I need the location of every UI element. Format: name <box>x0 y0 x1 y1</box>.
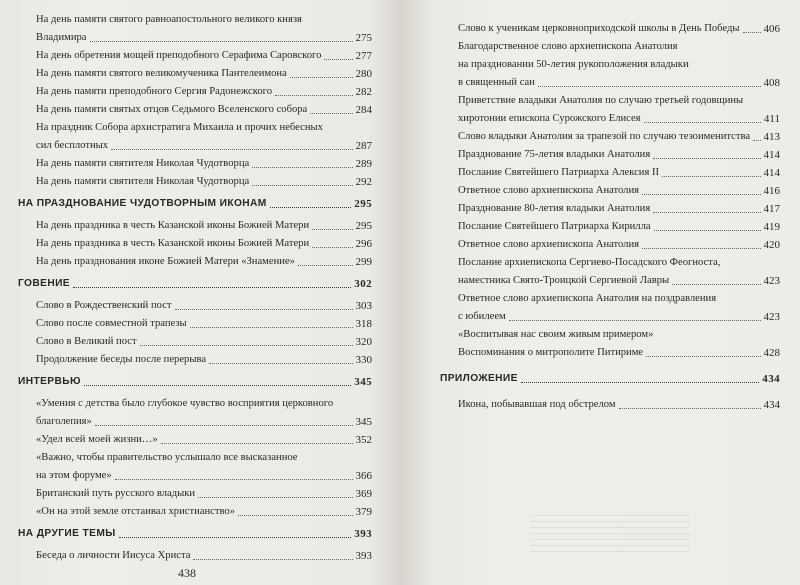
toc-entry <box>18 83 372 101</box>
entry-page-number: 345 <box>355 416 372 428</box>
entry-title: Празднование 80-летия владыки Анатолия <box>458 203 651 214</box>
leader-dots <box>653 158 760 159</box>
entry-title: ИНТЕРВЬЮ <box>18 376 81 387</box>
toc-entry <box>18 173 372 191</box>
leader-dots <box>644 122 761 123</box>
entry-title: Ответное слово архиепископа Анатолия <box>458 185 640 196</box>
leader-dots <box>642 248 760 249</box>
entry-page-number: 318 <box>355 318 372 330</box>
entry-page-number: 434 <box>762 373 780 385</box>
entry-page-number: 299 <box>355 256 372 268</box>
toc-entry <box>440 396 780 414</box>
entry-page-number: 330 <box>355 354 372 366</box>
entry-title: в священный сан <box>458 77 535 88</box>
entry-page-number: 277 <box>355 50 372 62</box>
leader-dots <box>193 559 352 560</box>
entry-page-number: 416 <box>763 185 780 197</box>
entry-title: Приветствие владыки Анатолия по случаю третьей годовщины <box>458 95 744 106</box>
entry-title: На день праздника в честь Казанской иконы Божией Матери <box>36 220 310 231</box>
entry-page-number: 419 <box>763 221 780 233</box>
toc-entry <box>440 326 780 362</box>
leader-dots <box>252 185 352 186</box>
entry-title: Слово в Рождественский пост <box>36 300 172 311</box>
leader-dots <box>115 479 353 480</box>
entry-title: Слово владыки Анатолия за трапезой по случаю тезоименитства <box>458 131 751 142</box>
entry-title: «Важно, чтобы правительство услышало все высказанное <box>36 452 298 463</box>
toc-entry <box>18 155 372 173</box>
entry-page-number: 406 <box>763 23 780 35</box>
toc-entry <box>440 146 780 164</box>
entry-page-number: 411 <box>763 113 780 125</box>
entry-title: Ответное слово архиепископа Анатолия <box>458 239 640 250</box>
entry-page-number: 379 <box>355 506 372 518</box>
toc-entry <box>18 449 372 485</box>
leader-dots <box>298 265 353 266</box>
toc-entry <box>18 503 372 521</box>
entry-title: На день празднования иконе Божией Матери «Знамение» <box>36 256 295 267</box>
entry-title: Икона, побывавшая под обстрелом <box>458 399 616 410</box>
entry-page-number: 284 <box>355 104 372 116</box>
entry-title: ГОВЕНИЕ <box>18 278 70 289</box>
leader-dots <box>509 320 761 321</box>
leader-dots <box>95 425 353 426</box>
toc-entry <box>440 182 780 200</box>
toc-entry <box>440 38 780 92</box>
leader-dots <box>521 382 759 383</box>
entry-page-number: 282 <box>355 86 372 98</box>
toc-entry <box>440 164 780 182</box>
section-heading <box>18 195 372 213</box>
entry-page-number: 423 <box>763 311 780 323</box>
entry-title: Воспоминания о митрополите Питириме <box>458 347 644 358</box>
entry-title: «Воспитывая нас своим живым примером» <box>458 329 654 340</box>
entry-page-number: 352 <box>355 434 372 446</box>
right-page <box>400 0 800 585</box>
entry-page-number: 303 <box>355 300 372 312</box>
entry-page-number: 289 <box>355 158 372 170</box>
section-heading <box>18 275 372 293</box>
entry-page-number: 414 <box>763 167 780 179</box>
toc-entry <box>18 333 372 351</box>
section-heading <box>18 525 372 543</box>
entry-title: На день памяти святого равноапостольного великого князя <box>36 14 302 25</box>
leader-dots <box>73 287 351 288</box>
leader-dots <box>140 345 353 346</box>
entry-title: «Он на этой земле отстаивал христианство» <box>36 506 235 517</box>
entry-title: благолепия» <box>36 416 92 427</box>
entry-page-number: 287 <box>355 140 372 152</box>
entry-title: На праздник Собора архистратига Михаила и прочих небесных <box>36 122 323 133</box>
entry-title: На день памяти святителя Николая Чудотворца <box>36 176 250 187</box>
leader-dots <box>646 356 760 357</box>
entry-page-number: 393 <box>355 550 372 562</box>
leader-dots <box>672 284 760 285</box>
toc-entry <box>18 547 372 565</box>
entry-title: Празднование 75-летия владыки Анатолия <box>458 149 651 160</box>
leader-dots <box>753 140 760 141</box>
entry-title: Послание Святейшего Патриарха Алексия II <box>458 167 660 178</box>
leader-dots <box>84 385 351 386</box>
leader-dots <box>190 327 353 328</box>
toc-entry <box>440 236 780 254</box>
leader-dots <box>161 443 353 444</box>
entry-title: наместника Свято-Троицкой Сергиевой Лавры <box>458 275 670 286</box>
entry-page-number: 428 <box>763 347 780 359</box>
entry-title: Ответное слово архиепископа Анатолия на поздравления <box>458 293 717 304</box>
leader-dots <box>209 363 352 364</box>
entry-title: На день обретения мощей преподобного Серафима Саровского <box>36 50 322 61</box>
leader-dots <box>310 113 352 114</box>
leader-dots <box>642 194 760 195</box>
leader-dots <box>538 86 761 87</box>
toc-entry <box>18 11 372 47</box>
entry-page-number: 393 <box>354 528 372 540</box>
entry-title: На день праздника в честь Казанской иконы Божией Матери <box>36 238 310 249</box>
entry-title: Благодарственное слово архиепископа Анатолия <box>458 41 678 52</box>
leader-dots <box>252 167 352 168</box>
entry-title: Послание архиепископа Сергиево-Посадского Феогноста, <box>458 257 721 268</box>
leader-dots <box>290 77 353 78</box>
leader-dots <box>238 515 353 516</box>
toc-entry <box>18 65 372 83</box>
toc-entry <box>440 290 780 326</box>
entry-page-number: 408 <box>763 77 780 89</box>
toc-entry <box>18 217 372 235</box>
toc-entry <box>18 119 372 155</box>
entry-title: на этом форуме» <box>36 470 112 481</box>
leader-dots <box>654 230 761 231</box>
bleed-through-text <box>530 515 690 555</box>
entry-page-number: 369 <box>355 488 372 500</box>
entry-title: ПРИЛОЖЕНИЕ <box>440 373 518 384</box>
leader-dots <box>653 212 760 213</box>
toc-entry <box>440 218 780 236</box>
leader-dots <box>312 247 352 248</box>
toc-entry <box>440 200 780 218</box>
leader-dots <box>324 59 352 60</box>
toc-entry <box>18 297 372 315</box>
entry-page-number: 423 <box>763 275 780 287</box>
entry-title: Слово после совместной трапезы <box>36 318 187 329</box>
leader-dots <box>119 537 352 538</box>
leader-dots <box>743 32 761 33</box>
leader-dots <box>619 408 761 409</box>
entry-page-number: 366 <box>355 470 372 482</box>
toc-entry <box>18 315 372 333</box>
page-number: 438 <box>178 566 196 580</box>
toc-entry <box>440 128 780 146</box>
leader-dots <box>270 207 352 208</box>
toc-entry <box>18 395 372 431</box>
leader-dots <box>312 229 352 230</box>
entry-page-number: 345 <box>354 376 372 388</box>
leader-dots <box>111 149 352 150</box>
entry-title: хиротонии епископа Сурожского Елисея <box>458 113 641 124</box>
entry-title: Слово в Великий пост <box>36 336 137 347</box>
entry-page-number: 280 <box>355 68 372 80</box>
leader-dots <box>662 176 760 177</box>
entry-title: «Умения с детства было глубокое чувство восприятия церковного <box>36 398 334 409</box>
entry-page-number: 420 <box>763 239 780 251</box>
section-heading <box>18 373 372 391</box>
entry-title: Продолжение беседы после перерыва <box>36 354 207 365</box>
entry-page-number: 292 <box>355 176 372 188</box>
entry-title: Слово к ученикам церковноприходской школы в День Победы <box>458 23 740 34</box>
leader-dots <box>175 309 353 310</box>
entry-title: НА ПРАЗДНОВАНИЕ ЧУДОТВОРНЫМ ИКОНАМ <box>18 198 267 209</box>
toc-entry <box>18 101 372 119</box>
entry-title: На день памяти преподобного Сергия Радонежского <box>36 86 273 97</box>
toc-entry <box>18 485 372 503</box>
leader-dots <box>198 497 352 498</box>
toc-entry <box>18 253 372 271</box>
toc-entry <box>440 92 780 128</box>
entry-title: На день памяти святых отцов Седьмого Вселенского собора <box>36 104 308 115</box>
entry-page-number: 295 <box>354 198 372 210</box>
entry-page-number: 417 <box>763 203 780 215</box>
entry-page-number: 302 <box>354 278 372 290</box>
entry-page-number: 320 <box>355 336 372 348</box>
toc-entry <box>440 20 780 38</box>
entry-page-number: 434 <box>763 399 780 411</box>
entry-page-number: 295 <box>355 220 372 232</box>
section-heading <box>440 370 780 388</box>
entry-page-number: 414 <box>763 149 780 161</box>
entry-title: «Удел всей моей жизни…» <box>36 434 158 445</box>
entry-title: на праздновании 50-летия рукоположения владыки <box>458 59 689 70</box>
toc-entry <box>18 47 372 65</box>
entry-title: сил бесплотных <box>36 140 109 151</box>
toc-entry <box>18 431 372 449</box>
entry-title: НА ДРУГИЕ ТЕМЫ <box>18 528 116 539</box>
entry-title: Беседа о личности Иисуса Христа <box>36 550 191 561</box>
toc-entry <box>18 235 372 253</box>
entry-page-number: 413 <box>763 131 780 143</box>
leader-dots <box>90 41 353 42</box>
entry-title: Британский путь русского владыки <box>36 488 196 499</box>
entry-title: Послание Святейшего Патриарха Кирилла <box>458 221 651 232</box>
entry-page-number: 275 <box>355 32 372 44</box>
leader-dots <box>275 95 352 96</box>
entry-title: Владимира <box>36 32 87 43</box>
entry-page-number: 296 <box>355 238 372 250</box>
entry-title: На день памяти святого великомученика Пантелеимона <box>36 68 287 79</box>
entry-title: с юбилеем <box>458 311 506 322</box>
entry-title: На день памяти святителя Николая Чудотворца <box>36 158 250 169</box>
toc-entry <box>18 351 372 369</box>
toc-entry <box>440 254 780 290</box>
